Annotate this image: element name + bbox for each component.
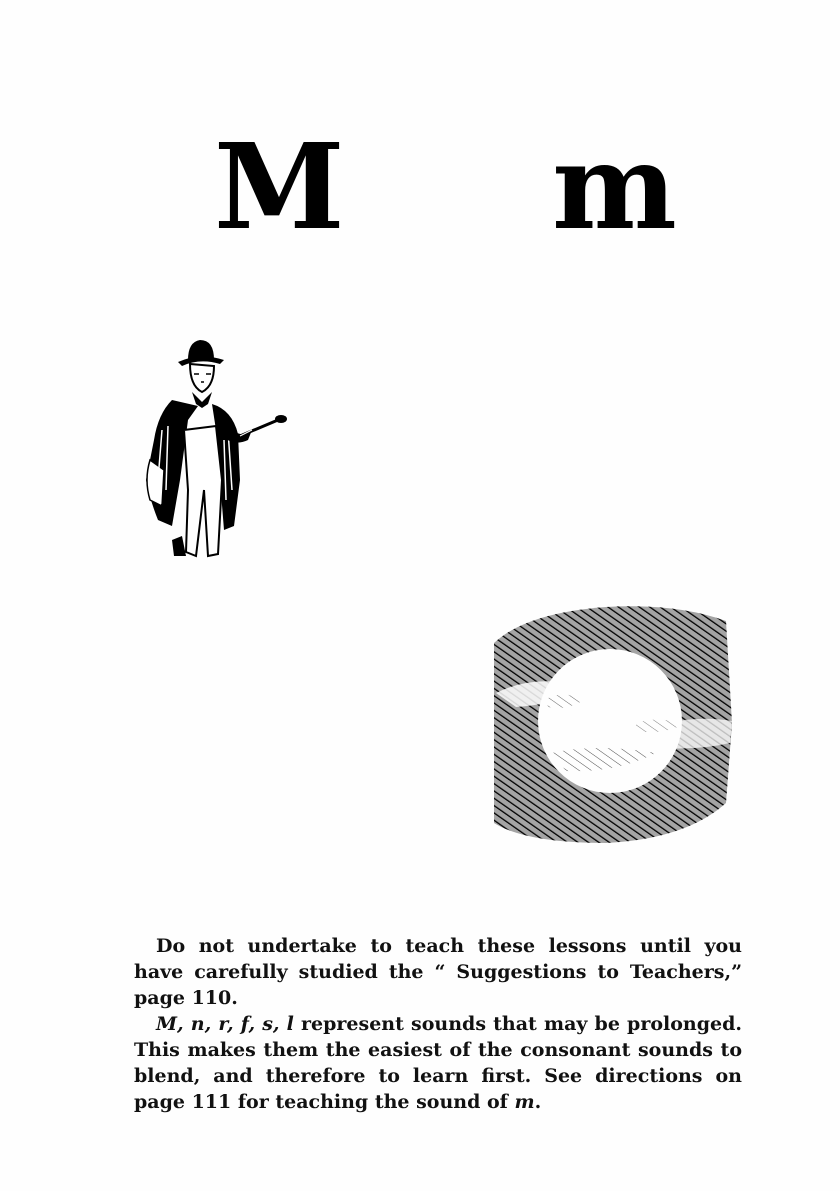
letter-m-italic: m — [514, 1091, 535, 1113]
final-period: . — [534, 1091, 542, 1113]
moon-with-clouds-illustration — [486, 603, 736, 845]
note-paragraph-2 — [134, 1011, 742, 1115]
note-paragraph-1: Do not undertake to teach these lessons until you have carefully studied the “ Suggestions to Teachers,” page 110. — [134, 935, 742, 1009]
consonant-letters: M, n, r, f, s, l — [156, 1013, 294, 1035]
man-with-cane-illustration — [128, 330, 298, 562]
note-paragraph-2-text: represent sounds that may be prolonged. This makes them the easiest of the consonant sounds to blend, and therefore to learn first. See directions on page 111 for teaching the sound of — [134, 1013, 743, 1113]
teaching-notes — [134, 933, 742, 1115]
lowercase-letter-m: m — [552, 117, 677, 256]
capital-letter-m: M — [214, 117, 345, 256]
